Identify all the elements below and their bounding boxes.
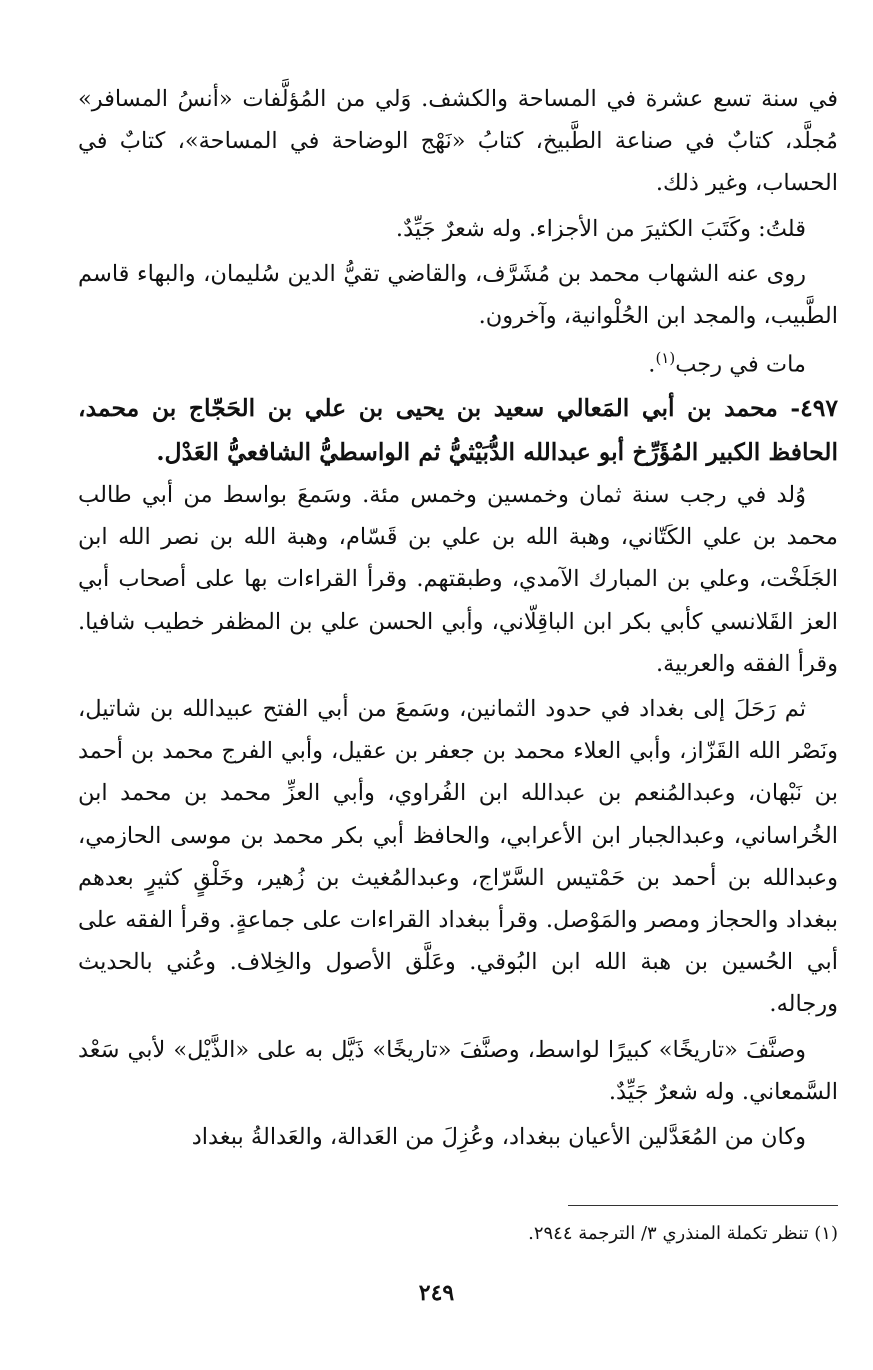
page-number: ٢٤٩ bbox=[418, 1280, 455, 1306]
main-text-block bbox=[78, 78, 838, 1158]
footnote: (١) تنظر تكملة المنذري ٣/ الترجمة ٢٩٤٤. bbox=[528, 1223, 838, 1244]
entry-paragraph-2: ثم رَحَلَ إلى بغداد في حدود الثمانين، وسَمعَ من أبي الفتح عبيدالله بن شاتيل، ونَصْر الله القَزّاز، وأبي العلاء محمد بن جعفر بن عقيل، وأبي الفرج محمد بن أحمد بن نَبْهان، وعبدالمُنعم بن عبدالله ابن الفُراوي، وأبي العزِّ محمد بن محمد ابن الخُراساني، وعبدالجبار ابن الأعرابي، والحافظ أبي بكر محمد بن موسى الحازمي، وعبدالله بن أحمد بن حَمْتيس السَّرّاج، وعبدالمُغيث بن زُهير، وخَلْقٍ كثيرٍ بعدهم ببغداد والحجاز ومصر والمَوْصل. وقرأ ببغداد القراءات على جماعةٍ. وقرأ الفقه على أبي الحُسين بن هبة الله ابن البُوقي. وعَلَّق الأصول والخِلاف. وعُني بالحديث ورجاله. bbox=[78, 695, 838, 1018]
entry-paragraph-1: وُلد في رجب سنة ثمان وخمسين وخمس مئة. وسَمعَ بواسط من أبي طالب محمد بن علي الكَتّاني، وهبة الله بن علي بن قَسّام، وهبة الله بن نصر الله ابن الجَلَخْت، وعلي بن المبارك الآمدي، وطبقتهم. وقرأ القراءات بها على أصحاب أبي العز القَلانسي كأبي بكر ابن الباقِلّاني، وأبي الحسن علي بن المظفر خطيب شافيا. وقرأ الفقه والعربية. bbox=[78, 481, 838, 677]
paragraph-2: قلتُ: وكَتَبَ الكثيرَ من الأجزاء. وله شعرٌ جَيِّدٌ. bbox=[395, 215, 806, 242]
paragraph-1: في سنة تسع عشرة في المساحة والكشف. وَلي من المُؤلَّفات «أنسُ المسافر» مُجلَّد، كتابٌ في صناعة الطَّبيخ، كتابُ «نَهْج الوضاحة في المساحة»، كتابٌ في الحساب، وغير ذلك. bbox=[78, 86, 838, 197]
footnote-reference[interactable]: (١) bbox=[655, 349, 676, 368]
entry-paragraph-4: وكان من المُعَدَّلين الأعيان ببغداد، وعُزِلَ من العَدالة، والعَدالةُ ببغداد bbox=[191, 1123, 806, 1150]
paragraph-3: روى عنه الشهاب محمد بن مُشَرَّف، والقاضي تقيُّ الدين سُليمان، والبهاء قاسم الطَّبيب، والمجد ابن الحُلْوانية، وآخرون. bbox=[78, 260, 838, 330]
footnote-divider bbox=[568, 1205, 838, 1206]
paragraph-4 bbox=[78, 337, 838, 386]
paragraph-4-text: مات في رجب bbox=[675, 351, 806, 378]
entry-heading-497: ٤٩٧- محمد بن أبي المَعالي سعيد بن يحيى بن علي بن الحَجّاج بن محمد، الحافظ الكبير المُؤَرِّخ أبو عبدالله الدُّبَيْثيُّ ثم الواسطيُّ الشافعيُّ العَدْل. bbox=[78, 393, 838, 466]
paragraph-4-end: . bbox=[648, 351, 656, 378]
entry-paragraph-3: وصنَّفَ «تاريخًا» كبيرًا لواسط، وصنَّفَ «تاريخًا» ذَيَّل به على «الذَّيْل» لأبي سَعْد السَّمعاني. وله شعرٌ جَيِّدٌ. bbox=[78, 1036, 838, 1105]
